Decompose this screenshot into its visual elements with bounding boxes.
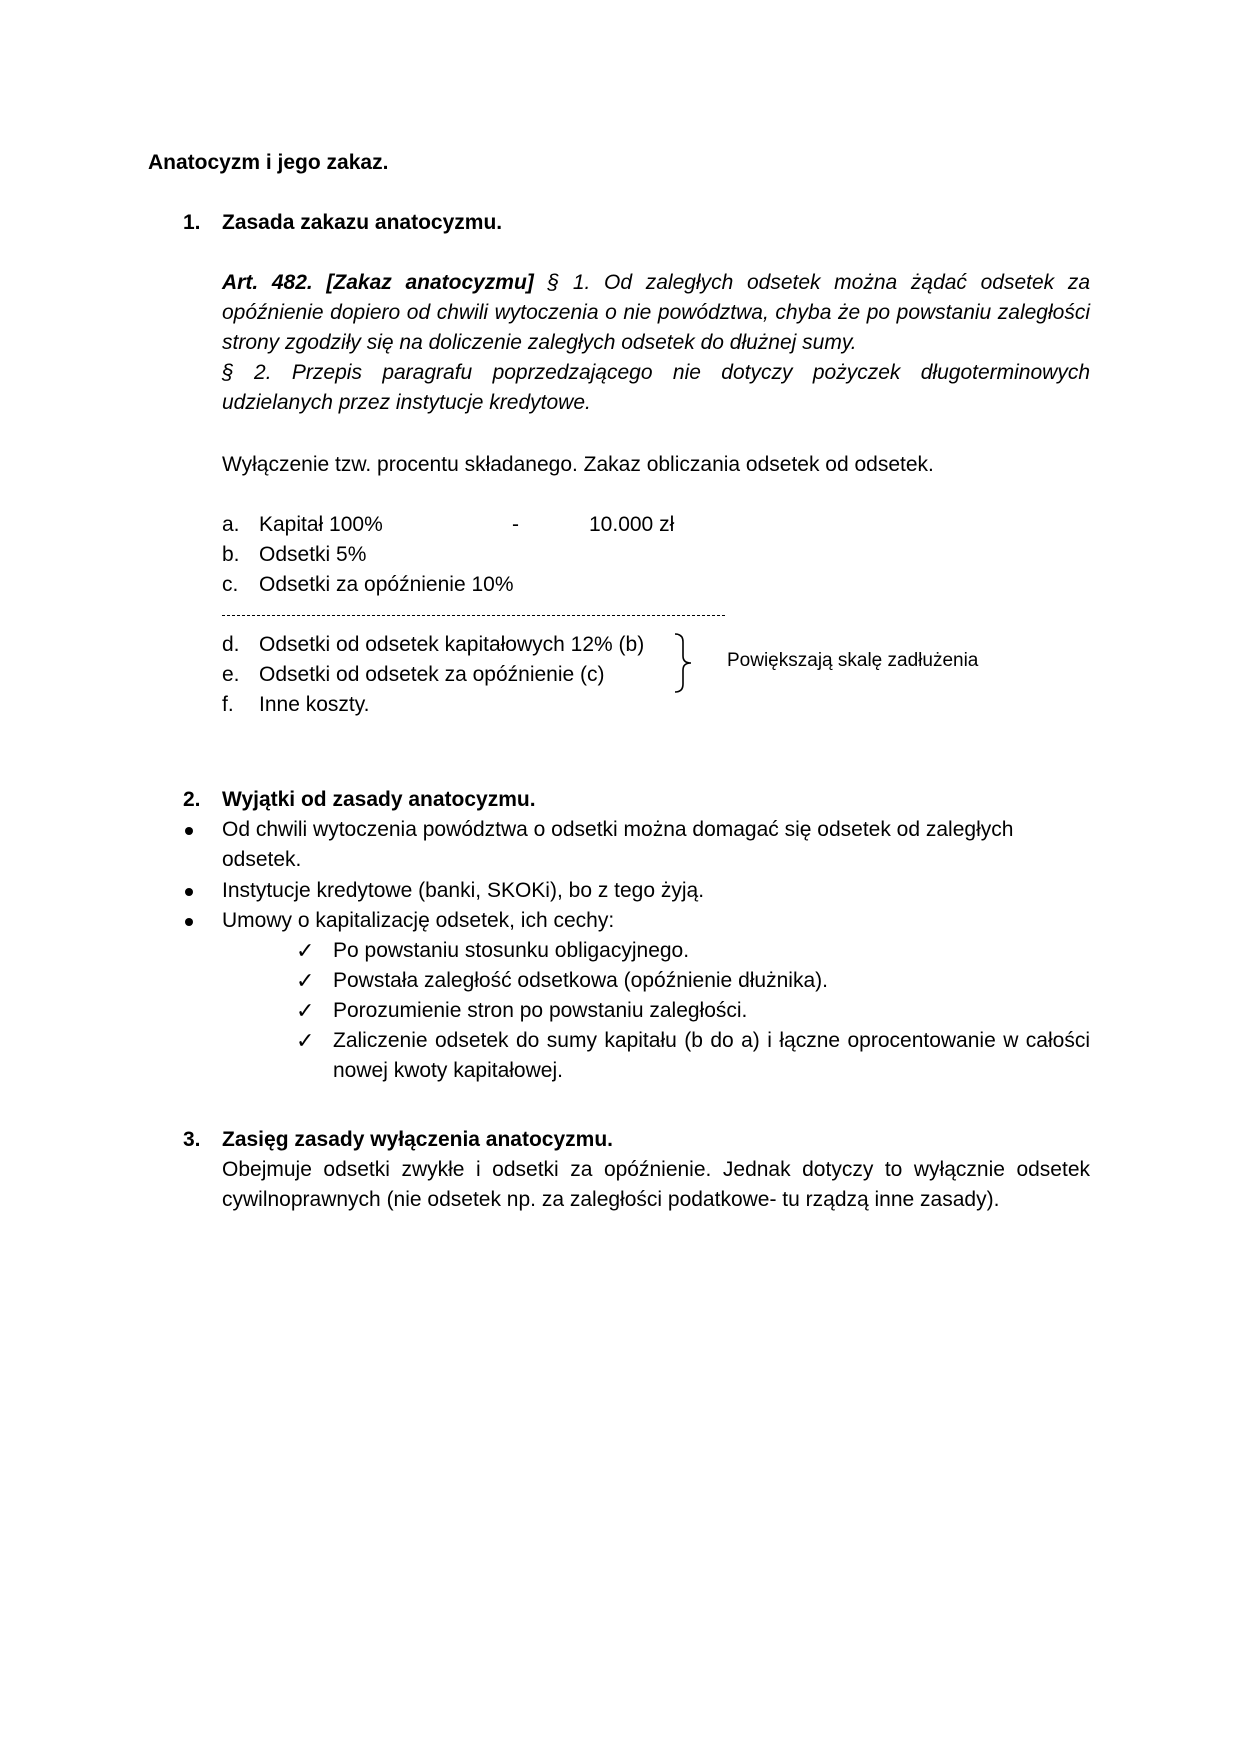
- article-title: [Zakaz anatocyzmu]: [326, 271, 534, 294]
- list-label: f.: [222, 693, 234, 716]
- bullet-text: Od chwili wytoczenia powództwa o odsetki można domagać się odsetek od zaległych odsetek.: [222, 818, 1014, 871]
- check-text: Porozumienie stron po powstaniu zaległości.: [333, 999, 748, 1022]
- list-label: c.: [222, 573, 239, 596]
- dashed-separator: [222, 615, 725, 616]
- checkmark-icon: ✓: [296, 998, 315, 1023]
- check-text: Powstała zaległość odsetkowa (opóźnienie dłużnika).: [333, 969, 828, 992]
- list-item-f: [222, 690, 370, 720]
- check-text: Po powstaniu stosunku obligacyjnego.: [333, 939, 690, 962]
- list-label: a.: [222, 513, 240, 536]
- curly-brace-icon: [672, 632, 694, 694]
- list-text: Inne koszty.: [259, 693, 370, 716]
- list-item-c: [222, 570, 514, 600]
- bullet-icon: [185, 918, 193, 926]
- article-482-paragraph-2: § 2. Przepis paragrafu poprzedzającego nie dotyczy pożyczek długoterminowych udzielanych przez instytucje kredytowe.: [222, 361, 1090, 414]
- list-item-a-amount: 10.000 zł: [589, 513, 675, 536]
- list-item-a: [222, 510, 383, 540]
- section-3-heading: Zasięg zasady wyłączenia anatocyzmu.: [222, 1128, 614, 1151]
- checkmark-icon: ✓: [296, 938, 315, 963]
- article-label: Art. 482.: [222, 271, 313, 294]
- checkmark-icon: ✓: [296, 968, 315, 993]
- bullet-text: Umowy o kapitalizację odsetek, ich cechy:: [222, 909, 615, 932]
- list-text: Odsetki 5%: [259, 543, 367, 566]
- section-2-heading: Wyjątki od zasady anatocyzmu.: [222, 788, 536, 811]
- bullet-icon: [185, 827, 193, 835]
- check-text: Zaliczenie odsetek do sumy kapitału (b do a) i łączne oprocentowanie w całości nowej kwoty kapitałowej.: [333, 1029, 1090, 1082]
- brace-annotation: Powiększają skalę zadłużenia: [727, 650, 979, 671]
- list-item-a-dash: -: [512, 513, 519, 536]
- list-item-e: [222, 660, 605, 690]
- section-3-number: 3.: [183, 1128, 201, 1151]
- section-1-note: Wyłączenie tzw. procentu składanego. Zakaz obliczania odsetek od odsetek.: [222, 453, 934, 476]
- list-text: Odsetki za opóźnienie 10%: [259, 573, 514, 596]
- list-item-d: [222, 630, 644, 660]
- list-text: Kapitał 100%: [259, 513, 383, 536]
- section-2-number: 2.: [183, 788, 201, 811]
- article-par1-text: § 1. Od zaległych odsetek można żądać odsetek za opóźnienie dopiero od chwili wytoczenia o nie powództwa, chyba że po powstaniu zaległości strony zgodziły się na doliczenie zaległych odsetek do dłużnej sumy.: [222, 271, 1091, 354]
- list-label: d.: [222, 633, 240, 656]
- section-3-text: Obejmuje odsetki zwykłe i odsetki za opóźnienie. Jednak dotyczy to wyłącznie odsetek cywilnoprawnych (nie odsetek np. za zaległości podatkowe- tu rządzą inne zasady).: [222, 1158, 1090, 1211]
- list-item-b: [222, 540, 366, 570]
- section-1-heading: Zasada zakazu anatocyzmu.: [222, 211, 503, 234]
- list-label: e.: [222, 663, 240, 686]
- article-482-paragraph-1: [222, 268, 1090, 358]
- bullet-icon: [185, 888, 193, 896]
- bullet-text: Instytucje kredytowe (banki, SKOKi), bo z tego żyją.: [222, 879, 705, 902]
- list-text: Odsetki od odsetek za opóźnienie (c): [259, 663, 605, 686]
- list-text: Odsetki od odsetek kapitałowych 12% (b): [259, 633, 645, 656]
- checkmark-icon: ✓: [296, 1028, 315, 1053]
- section-1-number: 1.: [183, 211, 201, 234]
- document-title: Anatocyzm i jego zakaz.: [148, 151, 389, 174]
- list-label: b.: [222, 543, 240, 566]
